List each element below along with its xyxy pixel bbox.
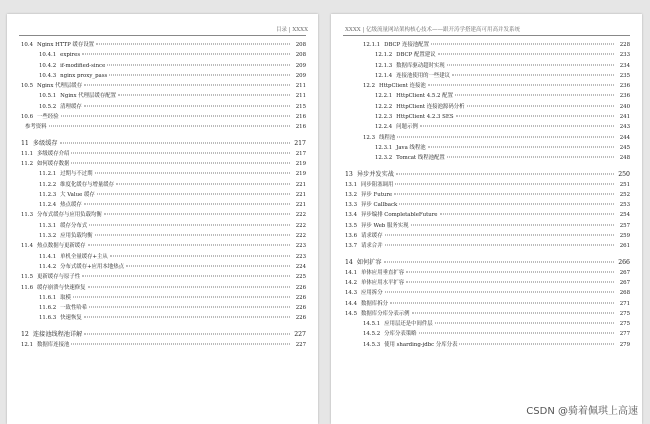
toc-dot-leader <box>452 74 614 75</box>
toc-entry-page-number: 222 <box>295 233 306 240</box>
toc-dot-leader <box>84 85 290 86</box>
toc-entry-number: 12 <box>21 330 29 338</box>
toc-entry-title: 同步阻塞调用 <box>361 181 394 188</box>
toc-entry-number: 13 <box>345 170 353 178</box>
toc-dot-leader <box>467 105 615 106</box>
toc-entry-page-number: 217 <box>294 139 306 147</box>
toc-entry[interactable] <box>21 313 306 323</box>
toc-entry-page-number: 217 <box>295 150 306 157</box>
toc-dot-leader <box>440 214 614 215</box>
toc-dot-leader <box>73 296 290 297</box>
toc-entry-title: 异步 Future <box>361 191 393 198</box>
toc-entry-title: 单体应用垂直扩容 <box>361 269 405 276</box>
toc-entry[interactable] <box>345 309 630 319</box>
toc-entry-page-number: 226 <box>295 294 306 301</box>
toc-entry[interactable] <box>21 303 306 313</box>
toc-entry-number: 11.6.1 <box>39 294 57 301</box>
toc-entry-title: 热点数据与更新缓存 <box>37 243 86 250</box>
toc-entry-number: 12.2.3 <box>375 114 393 121</box>
toc-entry-number: 12.3 <box>363 134 376 141</box>
toc-entry-page-number: 243 <box>619 124 630 131</box>
toc-dot-leader <box>456 116 614 117</box>
toc-entry-page-number: 219 <box>295 160 306 167</box>
toc-entry-title: nginx proxy_pass <box>60 72 108 79</box>
toc-page-left <box>7 14 318 424</box>
toc-entry-page-number: 226 <box>295 284 306 291</box>
toc-dot-leader <box>104 214 290 215</box>
toc-entry-page-number: 225 <box>295 274 306 281</box>
toc-entry-page-number: 267 <box>619 269 630 276</box>
toc-dot-leader <box>455 95 614 96</box>
toc-entry[interactable] <box>21 262 306 272</box>
toc-entry[interactable] <box>21 71 306 81</box>
toc-dot-leader <box>71 162 290 163</box>
toc-entry-page-number: 245 <box>619 144 630 151</box>
toc-dot-leader <box>394 193 614 194</box>
toc-entry[interactable] <box>345 81 630 91</box>
toc-dot-leader <box>385 245 614 246</box>
toc-entry-number: 12.1.2 <box>375 52 393 59</box>
toc-entry[interactable] <box>345 112 630 122</box>
toc-entry-number: 12.3.1 <box>375 144 393 151</box>
toc-entry-page-number: 254 <box>619 212 630 219</box>
toc-entry-page-number: 222 <box>295 222 306 229</box>
toc-entry[interactable] <box>21 283 306 293</box>
toc-dot-leader <box>84 105 290 106</box>
toc-entry[interactable] <box>21 169 306 179</box>
toc-entry-page-number: 211 <box>295 93 306 100</box>
toc-entry[interactable] <box>21 252 306 262</box>
toc-entry-page-number: 251 <box>619 181 630 188</box>
toc-entry-number: 11.3 <box>21 212 34 219</box>
toc-entry[interactable] <box>345 210 630 220</box>
toc-entry[interactable] <box>21 329 306 340</box>
toc-entry-title: 如何缓存数据 <box>37 160 70 167</box>
toc-dot-leader <box>390 302 614 303</box>
toc-entry-number: 13.3 <box>345 202 358 209</box>
toc-entry-page-number: 244 <box>619 134 630 141</box>
toc-entry-title: DBCP 连接池配置 <box>384 42 429 48</box>
toc-entry-number: 12.2.1 <box>375 93 393 100</box>
toc-entry-number: 14 <box>345 258 353 266</box>
toc-entry-number: 11.2.4 <box>39 202 57 209</box>
toc-entry[interactable] <box>345 299 630 309</box>
toc-dot-leader <box>447 64 614 65</box>
toc-entry-number: 11.5 <box>21 274 34 281</box>
toc-entry-number: 14.3 <box>345 290 358 297</box>
toc-dot-leader <box>96 44 290 45</box>
running-head: XXXX | 亿级流量网站架构核心技术——跟开涛学搭建高可用高并发系统 <box>345 27 521 33</box>
toc-entry-page-number: 219 <box>295 171 306 178</box>
toc-dot-leader <box>71 152 290 153</box>
toc-entry-number: 11.4 <box>21 243 34 250</box>
toc-entry[interactable] <box>345 340 630 350</box>
toc-dot-leader <box>419 333 614 334</box>
toc-entry[interactable] <box>345 50 630 60</box>
toc-entry-number: 13.5 <box>345 222 358 229</box>
toc-entry[interactable] <box>345 268 630 278</box>
toc-entry-title: 应用层还是中间件层 <box>384 321 433 328</box>
toc-entry-page-number: 266 <box>618 258 630 266</box>
toc-entry-number: 10.4.2 <box>39 62 57 69</box>
toc-dot-leader <box>118 95 290 96</box>
toc-entry-title: 快速恢复 <box>60 315 82 322</box>
toc-list <box>345 40 630 350</box>
toc-dot-leader <box>428 146 614 147</box>
toc-entry-title: 请求合并 <box>361 243 383 250</box>
toc-entry-number: 10.5 <box>21 83 34 90</box>
toc-dot-leader <box>89 307 290 308</box>
toc-entry[interactable] <box>21 272 306 282</box>
toc-entry-title: 大 Value 缓存 <box>60 191 95 198</box>
toc-entry-page-number: 279 <box>619 341 630 348</box>
toc-entry-number: 13.6 <box>345 233 358 240</box>
toc-entry-page-number: 222 <box>295 212 306 219</box>
toc-entry-page-number: 209 <box>295 62 306 69</box>
toc-entry-title: 异步并发实战 <box>356 170 394 178</box>
toc-entry-title: 数据库分库分表示例 <box>361 310 410 317</box>
toc-entry-number: 10.4 <box>21 42 34 48</box>
toc-entry-number: 14.2 <box>345 279 358 286</box>
toc-entry-number: 11.2.3 <box>39 191 57 198</box>
toc-entry-title: HttpClient 连接池源码分析 <box>396 103 465 110</box>
toc-dot-leader <box>109 74 290 75</box>
toc-entry[interactable] <box>21 180 306 190</box>
toc-entry-title: 分布式缓存+应用本地热点 <box>60 263 124 270</box>
toc-dot-leader <box>126 265 290 266</box>
toc-entry[interactable] <box>345 288 630 298</box>
toc-entry-number: 11.6.2 <box>39 305 57 312</box>
toc-entry-page-number: 275 <box>619 310 630 317</box>
toc-entry-title: HttpClient 4.5.2 配置 <box>396 93 453 100</box>
toc-entry-number: 12.1.3 <box>375 62 393 69</box>
toc-entry[interactable] <box>21 190 306 200</box>
toc-entry-page-number: 221 <box>295 202 306 209</box>
toc-entry-number: 14.5.3 <box>363 341 381 348</box>
toc-entry[interactable] <box>345 329 630 339</box>
toc-entry-page-number: 268 <box>619 290 630 297</box>
toc-entry-page-number: 227 <box>295 341 306 348</box>
toc-entry-number: 13.2 <box>345 191 358 198</box>
toc-entry-number: 11.3.2 <box>39 233 57 240</box>
toc-entry-title: 分布式缓存与应用负载均衡 <box>37 212 102 219</box>
toc-dot-leader <box>438 54 614 55</box>
toc-dot-leader <box>435 323 614 324</box>
toc-entry-page-number: 216 <box>295 114 306 121</box>
toc-entry-number: 12.2.4 <box>375 124 393 131</box>
toc-dot-leader <box>95 173 290 174</box>
toc-entry-title: 异步编排 CompletableFuture <box>361 212 438 219</box>
toc-entry-number: 10.5.1 <box>39 93 57 100</box>
toc-entry-page-number: 241 <box>619 114 630 121</box>
toc-dot-leader <box>82 276 290 277</box>
toc-entry[interactable] <box>21 210 306 220</box>
running-head: 目录 | XXXX <box>275 27 308 33</box>
toc-entry-title: HttpClient 连接池 <box>379 83 426 90</box>
toc-dot-leader <box>89 224 290 225</box>
toc-dot-leader <box>88 245 290 246</box>
toc-dot-leader <box>385 235 614 236</box>
toc-entry[interactable] <box>21 61 306 71</box>
toc-dot-leader <box>84 333 290 334</box>
toc-entry-page-number: 208 <box>295 52 306 59</box>
toc-dot-leader <box>397 136 614 137</box>
toc-entry-number: 13.1 <box>345 181 358 188</box>
toc-dot-leader <box>395 183 614 184</box>
toc-entry-page-number: 250 <box>618 170 630 178</box>
toc-entry-page-number: 209 <box>295 72 306 79</box>
toc-entry-number: 14.1 <box>345 269 358 276</box>
toc-entry-page-number: 235 <box>619 72 630 79</box>
toc-entry-page-number: 221 <box>295 191 306 198</box>
toc-dot-leader <box>97 193 290 194</box>
toc-entry-title: 多级缓存介绍 <box>37 150 70 157</box>
toc-dot-leader <box>49 126 290 127</box>
toc-entry-title: Nginx HTTP 缓存设置 <box>37 42 95 48</box>
toc-entry[interactable] <box>21 122 306 132</box>
toc-dot-leader <box>428 85 614 86</box>
toc-dot-leader <box>459 343 614 344</box>
toc-entry-page-number: 221 <box>295 181 306 188</box>
toc-entry-title: 使用 sharding-jdbc 分库分表 <box>384 341 458 348</box>
toc-entry-page-number: 252 <box>619 191 630 198</box>
toc-entry-title: if-modified-since <box>60 62 106 69</box>
toc-entry-number: 14.5.2 <box>363 331 381 338</box>
toc-entry-title: HttpClient 4.2.3 SES <box>396 114 454 121</box>
toc-dot-leader <box>61 116 290 117</box>
toc-entry-page-number: 208 <box>295 42 306 48</box>
toc-dot-leader <box>406 281 614 282</box>
toc-entry[interactable] <box>345 133 630 143</box>
toc-entry-title: 更新缓存与原子性 <box>37 274 81 281</box>
toc-entry-number: 12.1 <box>21 341 34 348</box>
toc-entry-title: 缓存分布式 <box>60 222 88 229</box>
toc-entry-number: 11.4.2 <box>39 263 57 270</box>
toc-entry[interactable] <box>345 169 630 180</box>
toc-entry-title: Nginx 代理层缓存 <box>37 83 83 90</box>
toc-dot-leader <box>116 183 290 184</box>
toc-entry-page-number: 211 <box>295 83 306 90</box>
toc-dot-leader <box>411 224 614 225</box>
toc-entry[interactable] <box>21 112 306 122</box>
toc-dot-leader <box>447 157 614 158</box>
toc-entry-page-number: 236 <box>619 93 630 100</box>
toc-list <box>21 40 306 350</box>
toc-entry-number: 13.7 <box>345 243 358 250</box>
toc-entry-title: 数据库驱动超时实现 <box>396 62 445 69</box>
toc-entry-page-number: 228 <box>619 42 630 48</box>
toc-entry[interactable] <box>345 91 630 101</box>
toc-entry-page-number: 248 <box>619 155 630 162</box>
toc-entry[interactable] <box>345 61 630 71</box>
toc-entry-title: 分库分表策略 <box>384 331 417 338</box>
toc-entry-title: 连接池线程池详解 <box>32 330 83 338</box>
toc-entry[interactable] <box>21 221 306 231</box>
toc-entry-number: 10.5.2 <box>39 103 57 110</box>
toc-entry[interactable] <box>21 293 306 303</box>
toc-entry-title: Nginx 代理层缓存配置 <box>60 93 117 100</box>
toc-entry-number: 14.5.1 <box>363 321 381 328</box>
toc-entry[interactable] <box>21 81 306 91</box>
toc-entry-number: 11.2.1 <box>39 171 57 178</box>
toc-entry[interactable] <box>345 153 630 163</box>
toc-entry-title: 热点缓存 <box>60 202 82 209</box>
toc-dot-leader <box>84 204 290 205</box>
toc-entry-title: expires <box>60 52 81 59</box>
toc-entry-page-number: 216 <box>295 124 306 131</box>
toc-entry-number: 13.4 <box>345 212 358 219</box>
toc-entry-title: 连接池使用的一些建议 <box>396 72 451 79</box>
toc-entry-page-number: 261 <box>619 243 630 250</box>
toc-entry-number: 14.4 <box>345 300 358 307</box>
toc-entry[interactable] <box>345 200 630 210</box>
toc-entry-page-number: 215 <box>295 103 306 110</box>
toc-entry-number: 11 <box>21 139 29 147</box>
toc-entry-number: 11.3.1 <box>39 222 57 229</box>
toc-entry[interactable] <box>345 257 630 268</box>
toc-entry-title: 维度化缓存与增量缓存 <box>60 181 115 188</box>
toc-entry-title: 清理缓存 <box>60 103 82 110</box>
toc-dot-leader <box>60 142 290 143</box>
toc-entry-page-number: 223 <box>295 243 306 250</box>
watermark: CSDN @骑着佩琪上高速 <box>526 406 638 417</box>
toc-entry-title: Java 线程池 <box>396 144 426 151</box>
toc-entry-title: 多级缓存 <box>32 139 58 147</box>
toc-entry-number: 12.1.4 <box>375 72 393 79</box>
toc-entry-page-number: 223 <box>295 253 306 260</box>
toc-entry[interactable] <box>21 241 306 251</box>
toc-entry[interactable] <box>21 200 306 210</box>
toc-entry-number: 12.2.2 <box>375 103 393 110</box>
toc-dot-leader <box>107 64 290 65</box>
toc-dot-leader <box>84 317 290 318</box>
toc-entry-page-number: 240 <box>619 103 630 110</box>
toc-entry-title: 缓存崩溃与快速修复 <box>37 284 86 291</box>
toc-dot-leader <box>385 292 614 293</box>
toc-entry[interactable] <box>21 40 306 50</box>
toc-entry-title: 数据库拆分 <box>361 300 388 307</box>
toc-entry[interactable] <box>21 91 306 101</box>
toc-entry-title: DBCP 配置建议 <box>396 52 436 59</box>
toc-entry[interactable] <box>345 180 630 190</box>
toc-dot-leader <box>420 126 614 127</box>
toc-entry-title: 一些经验 <box>37 114 59 121</box>
toc-entry[interactable] <box>345 122 630 132</box>
toc-entry-title: 问题示例 <box>396 124 418 131</box>
header-rule <box>343 35 630 36</box>
toc-entry-page-number: 257 <box>619 222 630 229</box>
toc-entry[interactable] <box>345 278 630 288</box>
toc-entry-title: 应用负载均衡 <box>60 233 93 240</box>
toc-entry-page-number: 277 <box>619 331 630 338</box>
toc-entry[interactable] <box>345 221 630 231</box>
toc-dot-leader <box>412 312 614 313</box>
toc-entry-number: 10.6 <box>21 114 34 121</box>
toc-entry-title: 线程池 <box>379 134 396 141</box>
toc-page-right <box>331 14 642 424</box>
toc-entry-number: 10.4.1 <box>39 52 57 59</box>
toc-dot-leader <box>95 235 290 236</box>
toc-entry-number: 11.2 <box>21 160 34 167</box>
toc-entry-title: 参考资料 <box>25 124 47 131</box>
toc-entry[interactable] <box>21 138 306 149</box>
toc-entry[interactable] <box>21 50 306 60</box>
toc-entry-title: 请求缓存 <box>361 233 383 240</box>
toc-entry[interactable] <box>21 231 306 241</box>
toc-entry-number: 10.4.3 <box>39 72 57 79</box>
toc-entry-page-number: 253 <box>619 202 630 209</box>
toc-entry-number: 12.3.2 <box>375 155 393 162</box>
toc-entry-title: 过期与不过期 <box>60 171 93 178</box>
toc-entry-page-number: 271 <box>619 300 630 307</box>
toc-entry-title: Tomcat 线程池配置 <box>396 155 445 162</box>
toc-entry-number: 11.1 <box>21 150 34 157</box>
toc-entry-title: 异步 Web 服务实现 <box>361 222 409 229</box>
toc-entry-page-number: 267 <box>619 279 630 286</box>
toc-entry-number: 12.1.1 <box>363 42 381 48</box>
toc-entry[interactable] <box>345 143 630 153</box>
toc-dot-leader <box>396 173 614 174</box>
toc-entry-page-number: 227 <box>294 330 306 338</box>
toc-entry-title: 数据库连接池 <box>37 341 70 348</box>
toc-dot-leader <box>110 255 290 256</box>
toc-entry-number: 14.5 <box>345 310 358 317</box>
toc-dot-leader <box>82 54 290 55</box>
toc-dot-leader <box>399 204 614 205</box>
toc-entry-page-number: 236 <box>619 83 630 90</box>
toc-dot-leader <box>431 44 614 45</box>
toc-entry-number: 12.2 <box>363 83 376 90</box>
toc-entry-title: 一致性哈希 <box>60 305 88 312</box>
toc-entry[interactable] <box>21 102 306 112</box>
toc-entry-title: 如何扩容 <box>356 258 382 266</box>
toc-entry-number: 11.4.1 <box>39 253 57 260</box>
toc-entry[interactable] <box>21 340 306 350</box>
toc-entry-number: 11.6 <box>21 284 34 291</box>
toc-dot-leader <box>384 261 614 262</box>
toc-entry[interactable] <box>345 190 630 200</box>
toc-entry-title: 取模 <box>60 294 71 301</box>
toc-entry[interactable] <box>345 40 630 50</box>
toc-entry-title: 单体应用水平扩容 <box>361 279 405 286</box>
toc-entry-page-number: 233 <box>619 52 630 59</box>
toc-dot-leader <box>406 271 614 272</box>
toc-entry-title: 单机全量缓存+主从 <box>60 253 108 260</box>
toc-entry-page-number: 275 <box>619 321 630 328</box>
toc-entry[interactable] <box>21 159 306 169</box>
toc-dot-leader <box>88 286 290 287</box>
toc-entry[interactable] <box>345 102 630 112</box>
toc-entry-number: 11.6.3 <box>39 315 57 322</box>
toc-entry-title: 应用拆分 <box>361 290 383 297</box>
toc-entry-number: 11.2.2 <box>39 181 57 188</box>
toc-entry-page-number: 226 <box>295 305 306 312</box>
toc-entry[interactable] <box>21 149 306 159</box>
toc-entry-page-number: 226 <box>295 315 306 322</box>
header-rule <box>19 35 306 36</box>
toc-entry[interactable] <box>345 71 630 81</box>
toc-entry[interactable] <box>345 241 630 251</box>
toc-entry[interactable] <box>345 319 630 329</box>
toc-entry-page-number: 234 <box>619 62 630 69</box>
toc-dot-leader <box>71 343 290 344</box>
toc-entry-page-number: 224 <box>295 263 306 270</box>
toc-entry-title: 异步 Callback <box>361 202 398 209</box>
toc-entry[interactable] <box>345 231 630 241</box>
toc-entry-page-number: 259 <box>619 233 630 240</box>
